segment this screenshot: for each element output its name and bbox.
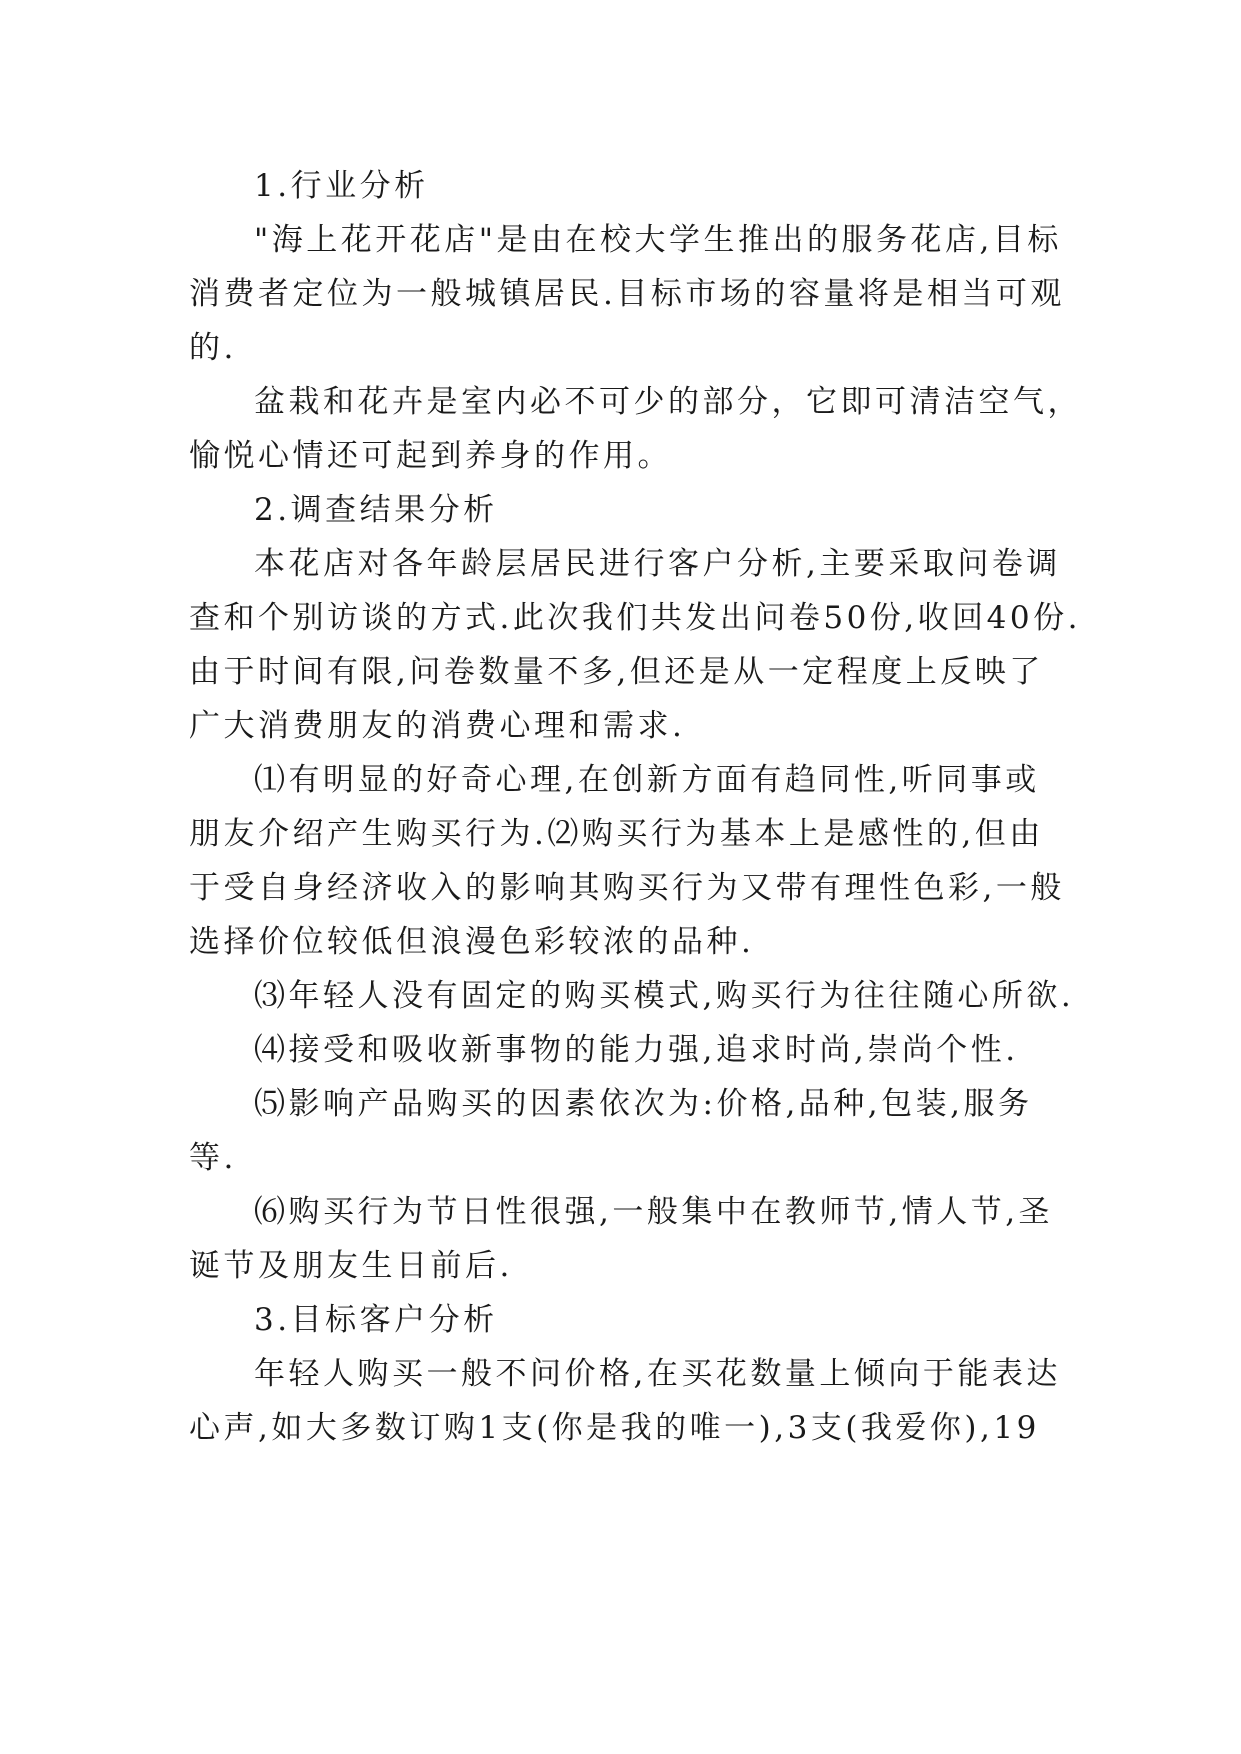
paragraph-line: 于受自身经济收入的影响其购买行为又带有理性色彩,一般 xyxy=(189,870,1065,906)
paragraph-line: ⑹购买行为节日性很强,一般集中在教师节,情人节,圣 xyxy=(254,1194,1054,1230)
paragraph-line: ⑷接受和吸收新事物的能力强,追求时尚,崇尚个性. xyxy=(254,1032,1019,1068)
heading-survey-analysis: 2.调查结果分析 xyxy=(254,492,498,528)
paragraph-line: ⑴有明显的好奇心理,在创新方面有趋同性,听同事或 xyxy=(254,762,1040,798)
paragraph-line: 朋友介绍产生购买行为.⑵购买行为基本上是感性的,但由 xyxy=(189,816,1044,852)
paragraph-line: 消费者定位为一般城镇居民.目标市场的容量将是相当可观 xyxy=(189,276,1065,312)
paragraph-line: 心声,如大多数订购1支(你是我的唯一),3支(我爱你),19 xyxy=(189,1410,1040,1446)
paragraph-line: 愉悦心情还可起到养身的作用。 xyxy=(189,438,672,474)
paragraph-line: 由于时间有限,问卷数量不多,但还是从一定程度上反映了 xyxy=(189,654,1044,690)
paragraph-line: 盆栽和花卉是室内必不可少的部分，它即可清洁空气， xyxy=(254,384,1082,420)
paragraph-line: 本花店对各年龄层居民进行客户分析,主要采取问卷调 xyxy=(254,546,1061,582)
paragraph-line: 广大消费朋友的消费心理和需求. xyxy=(189,708,686,744)
heading-industry-analysis: 1.行业分析 xyxy=(254,168,429,204)
paragraph-line: 等. xyxy=(189,1140,237,1176)
paragraph-line: 诞节及朋友生日前后. xyxy=(189,1248,513,1284)
paragraph-line: ⑶年轻人没有固定的购买模式,购买行为往往随心所欲. xyxy=(254,978,1075,1014)
paragraph-line: ⑸影响产品购买的因素依次为:价格,品种,包装,服务 xyxy=(254,1086,1033,1122)
paragraph-line: 年轻人购买一般不问价格,在买花数量上倾向于能表达 xyxy=(254,1356,1061,1392)
heading-target-customer-analysis: 3.目标客户分析 xyxy=(254,1302,498,1338)
paragraph-line: 选择价位较低但浪漫色彩较浓的品种. xyxy=(189,924,755,960)
paragraph-line: 的. xyxy=(189,330,237,366)
paragraph-line: 查和个别访谈的方式.此次我们共发出问卷50份,收回40份. xyxy=(189,600,1081,636)
paragraph-line: "海上花开花店"是由在校大学生推出的服务花店,目标 xyxy=(254,222,1062,258)
